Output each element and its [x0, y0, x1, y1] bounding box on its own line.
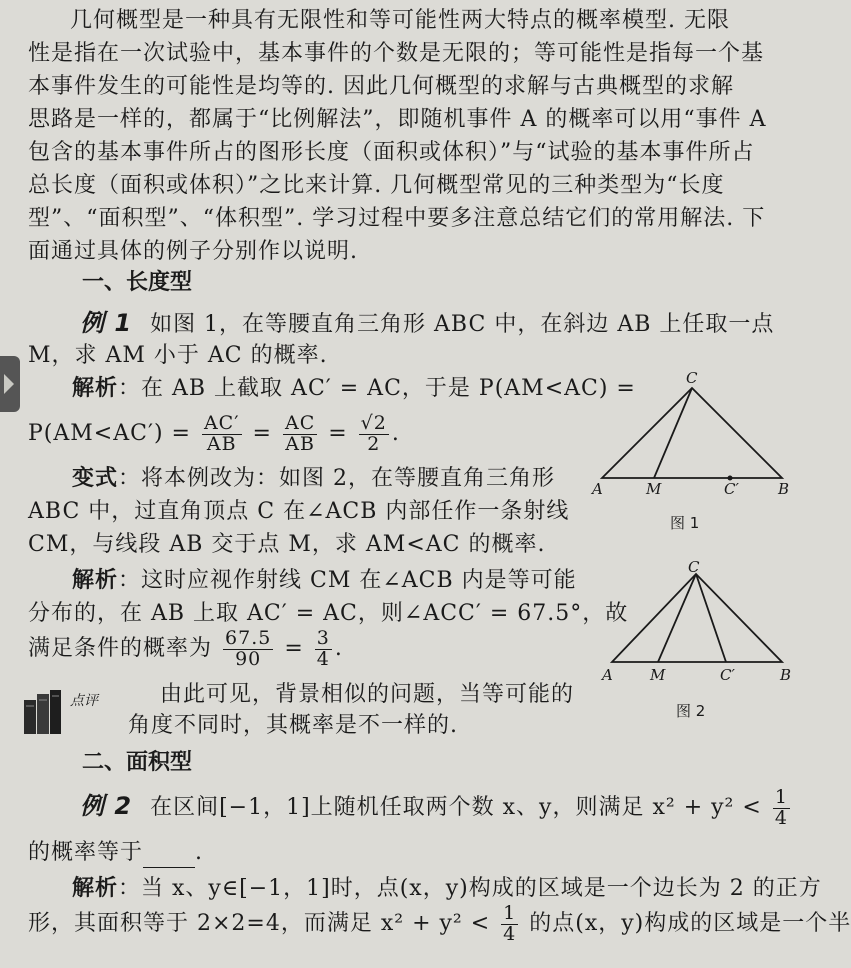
- intro-line-1: 几何概型是一种具有无限性和等可能性两大特点的概率模型. 无限: [70, 8, 730, 33]
- segment-cc-prime: [696, 574, 726, 662]
- solution-1-prob: P(AM<AC′) =: [28, 421, 199, 446]
- section-heading-area: 二、面积型: [82, 750, 193, 775]
- label-m: M: [650, 666, 666, 684]
- fraction-numerator: √2: [360, 411, 387, 434]
- variant-line-1: [72, 464, 555, 494]
- variant-line-3: CM，与线段 AB 交于点 M，求 AM<AC 的概率.: [28, 532, 546, 557]
- example-1-tag: 例 1: [80, 309, 133, 337]
- fraction-denominator: 90: [235, 647, 262, 670]
- solution-3-label: 解析: [72, 876, 119, 901]
- example-2-text: 在区间[−1，1]上随机任取两个数 x、y，则满足 x² + y² <: [150, 795, 762, 820]
- label-c: C: [686, 369, 698, 387]
- solution-2-line-1: [72, 566, 577, 596]
- segment-cm: [654, 388, 692, 478]
- fraction-denominator: 4: [316, 647, 330, 670]
- fraction-3-4: [315, 626, 332, 670]
- triangle-abc: [602, 388, 782, 478]
- solution-3-text-a: 形，其面积等于 2×2=4，而满足 x² + y² <: [28, 911, 491, 936]
- section-heading-length: 一、长度型: [82, 270, 193, 295]
- intro-line-4: 思路是一样的，都属于“比例解法”，即随机事件 A 的概率可以用“事件 A: [28, 107, 767, 132]
- figure-1-triangle: [590, 370, 800, 500]
- solution-2-label: 解析: [72, 568, 119, 593]
- solution-3-line-2: [28, 900, 851, 948]
- intro-line-6: 总长度（面积或体积）”之比来计算. 几何概型常见的三种类型为“长度: [28, 173, 725, 198]
- solution-1-label: 解析: [72, 376, 119, 401]
- fraction-denominator: AB: [206, 432, 237, 455]
- example-2-line-1: [80, 782, 793, 832]
- solution-2-conclusion: 满足条件的概率为: [28, 636, 213, 661]
- figure-1-caption: 图 1: [670, 514, 700, 532]
- variant-label: 变式: [72, 466, 119, 491]
- note-line-2: 角度不同时，其概率是不一样的.: [128, 713, 458, 738]
- fraction-numerator: AC: [284, 411, 316, 434]
- fraction-numerator: 67.5: [225, 626, 272, 649]
- example-2-line-2: [28, 838, 203, 868]
- solution-2-line-3: [28, 626, 343, 672]
- fraction-sqrt2-2: [359, 411, 389, 455]
- fraction-ac-ab: [283, 411, 317, 455]
- period: .: [334, 636, 343, 661]
- example-1-line-1: [80, 308, 774, 340]
- equals-sign: =: [328, 421, 356, 446]
- fraction-numerator: AC′: [203, 411, 240, 434]
- solution-1-line-1: [72, 374, 636, 404]
- example-1-line-2: M，求 AM 小于 AC 的概率.: [28, 343, 328, 368]
- fraction-ac1-ab: [202, 411, 242, 455]
- period: .: [195, 840, 204, 865]
- label-a: A: [602, 666, 613, 684]
- solution-2-text: ：这时应视作射线 CM 在∠ACB 内是等可能: [118, 568, 577, 593]
- label-m: M: [646, 480, 662, 498]
- intro-line-8: 面通过具体的例子分别作以说明.: [28, 239, 358, 264]
- example-1-text: 如图 1，在等腰直角三角形 ABC 中，在斜边 AB 上任取一点: [150, 312, 775, 337]
- intro-line-5: 包含的基本事件所占的图形长度（面积或体积）”与“试验的基本事件所占: [28, 140, 755, 165]
- fraction-denominator: AB: [285, 432, 315, 455]
- answer-blank: [143, 847, 195, 868]
- solution-3-text-b: 的点(x，y)构成的区域是一个半: [529, 911, 851, 936]
- solution-3-text: ：当 x、y∈[−1，1]时，点(x，y)构成的区域是一个边长为 2 的正方: [118, 876, 822, 901]
- variant-text: ：将本例改为：如图 2，在等腰直角三角形: [118, 466, 556, 491]
- fraction-denominator: 4: [503, 922, 517, 945]
- example-2-tag: 例 2: [80, 792, 133, 820]
- figure-2-caption: 图 2: [676, 702, 706, 720]
- label-a: A: [592, 480, 603, 498]
- label-c: C: [688, 558, 700, 576]
- fraction-67-5-90: [223, 626, 273, 670]
- solution-1-line-2: [28, 412, 400, 456]
- fraction-numerator: 1: [503, 901, 517, 924]
- note-line-1: 由此可见，背景相似的问题，当等可能的: [160, 682, 575, 707]
- note-label: 点评: [70, 693, 98, 709]
- period: .: [391, 421, 400, 446]
- fraction-1-4: [773, 785, 790, 829]
- intro-line-2: 性是指在一次试验中，基本事件的个数是无限的；等可能性是指每一个基: [28, 41, 765, 66]
- fraction-denominator: 4: [774, 806, 788, 829]
- fraction-numerator: 1: [774, 785, 788, 808]
- fraction-denominator: 2: [367, 432, 381, 455]
- figure-2-triangle: [600, 560, 800, 685]
- example-2-question: 的概率等于: [28, 840, 144, 865]
- equals-sign: =: [252, 421, 280, 446]
- fraction-1-4: [501, 901, 518, 945]
- solution-2-line-2: 分布的，在 AB 上取 AC′ = AC，则∠ACC′ = 67.5°，故: [28, 601, 629, 626]
- label-b: B: [780, 666, 792, 684]
- solution-1-text: ：在 AB 上截取 AC′ = AC，于是 P(AM<AC) =: [118, 376, 636, 401]
- intro-line-3: 本事件发生的可能性是均等的. 因此几何概型的求解与古典概型的求解: [28, 74, 734, 99]
- fraction-numerator: 3: [316, 626, 330, 649]
- intro-line-7: 型”、“面积型”、“体积型”. 学习过程中要多注意总结它们的常用解法. 下: [28, 206, 766, 231]
- label-c-prime: C′: [724, 480, 739, 498]
- ray-cm: [658, 574, 696, 662]
- variant-line-2: ABC 中，过直角顶点 C 在∠ACB 内部任作一条射线: [28, 499, 570, 524]
- label-b: B: [778, 480, 790, 498]
- page-side-tab: [0, 356, 20, 412]
- equals-sign: =: [284, 636, 312, 661]
- label-c-prime: C′: [720, 666, 735, 684]
- triangle-abc: [612, 574, 782, 662]
